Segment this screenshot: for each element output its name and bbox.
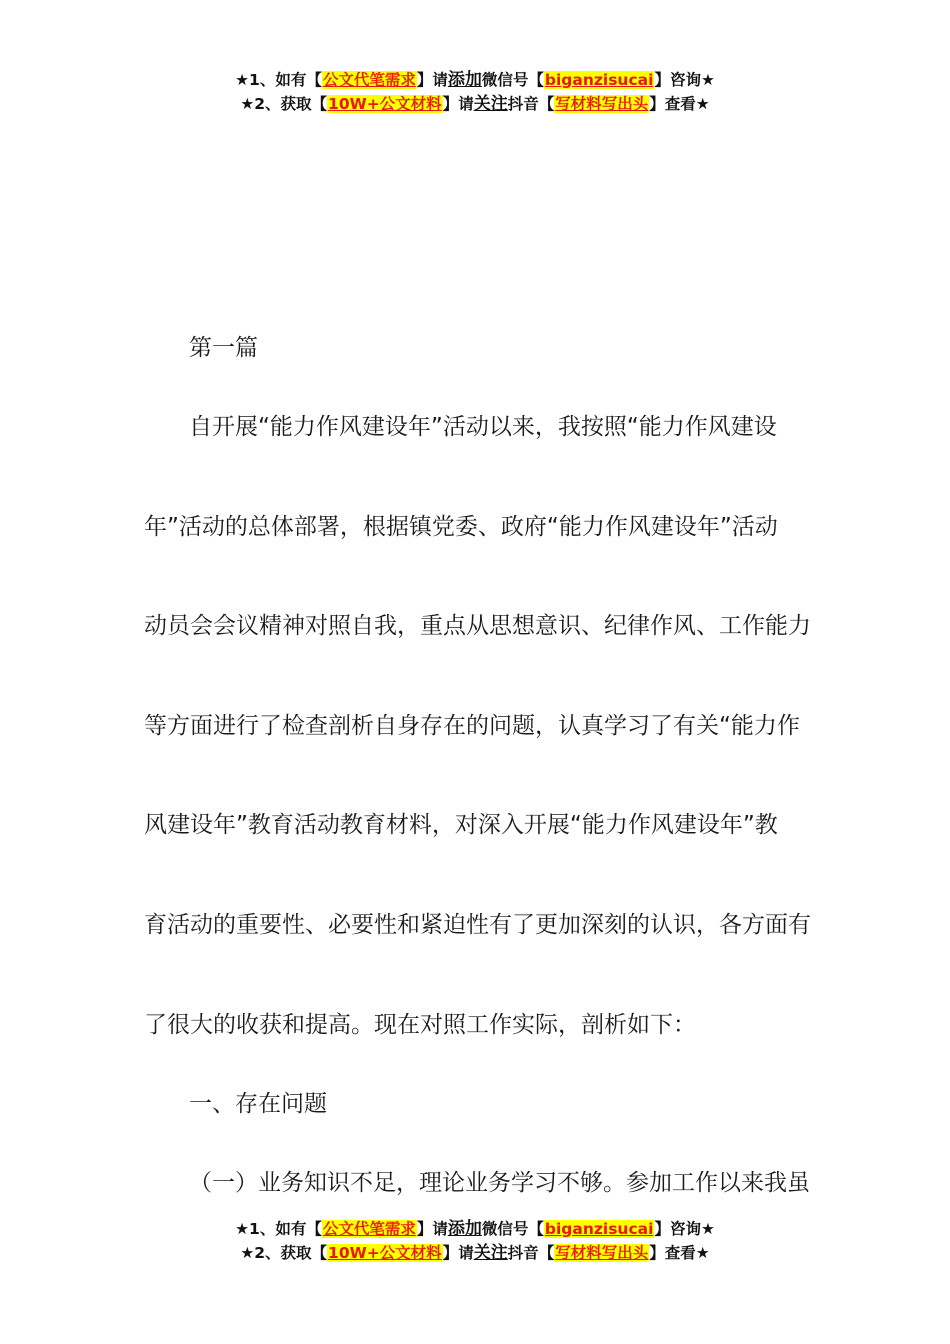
banner-text: ★2、获取【 <box>240 1244 328 1262</box>
highlighted-keyword: 10W+公文材料 <box>328 95 442 113</box>
footer-banner-line-1 <box>0 1217 950 1241</box>
banner-text: 微信号【 <box>481 71 544 89</box>
heading-existing-problems: 一、存在问题 <box>189 1091 327 1117</box>
body-line: 了很大的收获和提高。现在对照工作实际，剖析如下： <box>144 1012 696 1038</box>
banner-text: 】咨询★ <box>654 71 715 89</box>
wechat-id: biganzisucai <box>544 1220 654 1238</box>
footer-banner <box>0 1217 950 1265</box>
highlighted-keyword: 公文代笔需求 <box>322 71 416 89</box>
footer-banner-line-2 <box>0 1241 950 1265</box>
douyin-account: 写材料写出头 <box>555 95 649 113</box>
banner-text: 】请 <box>442 1244 474 1262</box>
body-line: 等方面进行了检查剖析自身存在的问题，认真学习了有关“能力作 <box>144 713 800 739</box>
banner-text: 】咨询★ <box>654 1220 715 1238</box>
header-banner-line-2 <box>0 92 950 116</box>
underlined-word: 关注 <box>473 94 508 114</box>
header-banner-line-1 <box>0 68 950 92</box>
banner-text: ★2、获取【 <box>240 95 328 113</box>
body-line: 育活动的重要性、必要性和紧迫性有了更加深刻的认识，各方面有 <box>144 912 811 938</box>
header-banner <box>0 68 950 116</box>
banner-text: 】查看★ <box>649 1244 710 1262</box>
sub-heading-line: （一）业务知识不足，理论业务学习不够。参加工作以来我虽 <box>189 1170 810 1196</box>
banner-text: 抖音【 <box>507 95 555 113</box>
banner-text: 】查看★ <box>649 95 710 113</box>
underlined-word: 添加 <box>447 1219 482 1239</box>
banner-text: 微信号【 <box>481 1220 544 1238</box>
banner-text: ★1、如有【 <box>235 1220 322 1238</box>
highlighted-keyword: 10W+公文材料 <box>328 1244 442 1262</box>
underlined-word: 添加 <box>447 70 482 90</box>
banner-text: ★1、如有【 <box>235 71 322 89</box>
banner-text: 】请 <box>442 95 474 113</box>
highlighted-keyword: 公文代笔需求 <box>322 1220 416 1238</box>
body-line: 风建设年”教育活动教育材料，对深入开展“能力作风建设年”教 <box>144 812 778 838</box>
wechat-id: biganzisucai <box>544 71 654 89</box>
body-line: 动员会会议精神对照自我，重点从思想意识、纪律作风、工作能力 <box>144 613 811 639</box>
section-title: 第一篇 <box>189 335 258 361</box>
banner-text: 】请 <box>416 71 448 89</box>
banner-text: 抖音【 <box>507 1244 555 1262</box>
body-line: 年”活动的总体部署，根据镇党委、政府“能力作风建设年”活动 <box>144 514 778 540</box>
body-line: 自开展“能力作风建设年”活动以来，我按照“能力作风建设 <box>189 414 777 440</box>
banner-text: 】请 <box>416 1220 448 1238</box>
douyin-account: 写材料写出头 <box>555 1244 649 1262</box>
underlined-word: 关注 <box>473 1243 508 1263</box>
